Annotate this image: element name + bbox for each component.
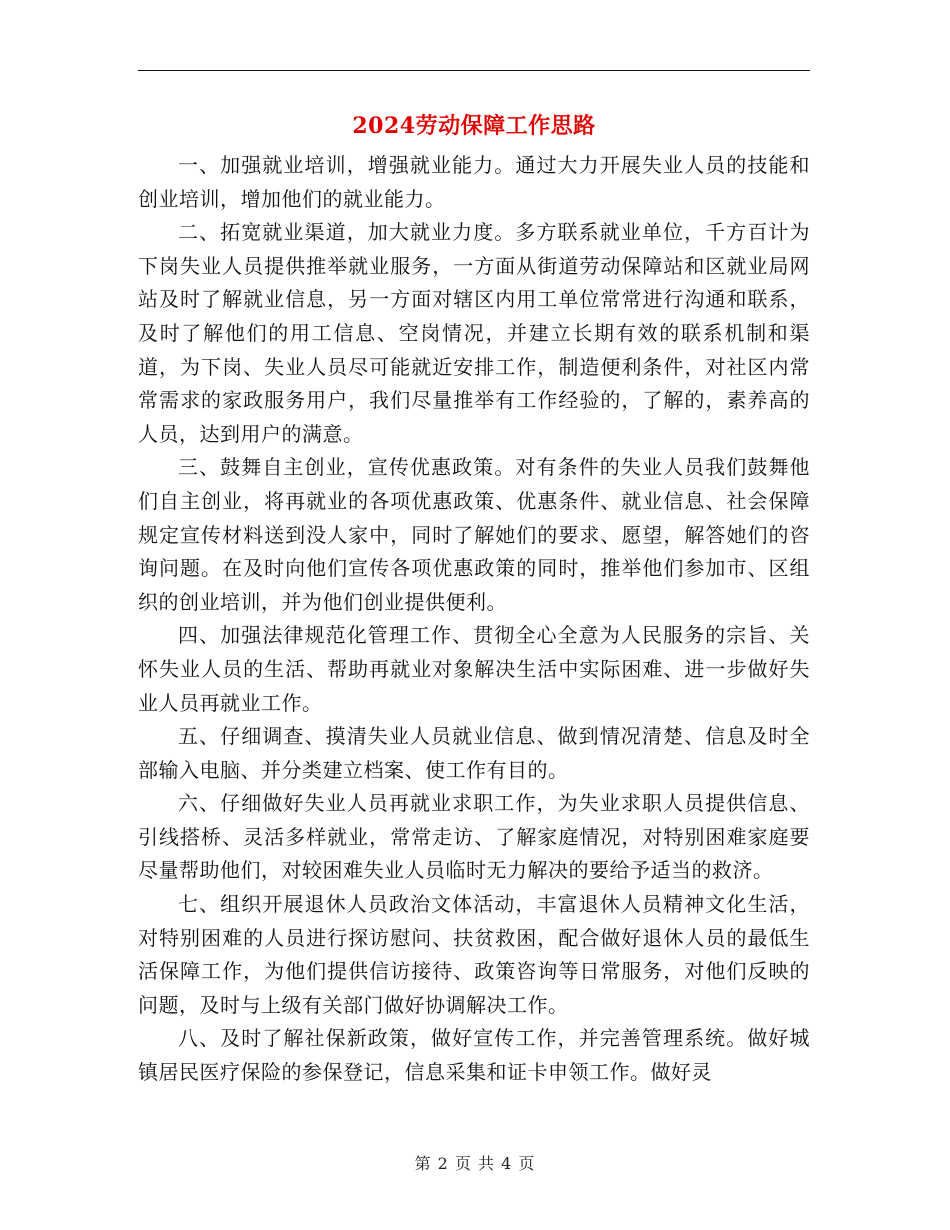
paragraph-4: 四、加强法律规范化管理工作、贯彻全心全意为人民服务的宗旨、关怀失业人员的生活、帮助再就业对象解决生活中实际困难、进一步做好失业人员再就业工作。 bbox=[138, 623, 810, 715]
paragraph-1: 一、加强就业培训，增强就业能力。通过大力开展失业人员的技能和创业培训，增加他们的就业能力。 bbox=[138, 153, 810, 211]
paragraph-8: 八、及时了解社保新政策，做好宣传工作，并完善管理系统。做好城镇居民医疗保险的参保登记，信息采集和证卡申领工作。做好灵 bbox=[138, 1026, 810, 1085]
paragraph-6: 六、仔细做好失业人员再就业求职工作，为失业求职人员提供信息、引线搭桥、灵活多样就业，常常走访、了解家庭情况，对特别困难家庭要尽量帮助他们，对较困难失业人员临时无力解决的要给予适当的救济。 bbox=[138, 791, 810, 883]
document-title: 2024劳动保障工作思路 bbox=[352, 113, 596, 139]
page-number-footer: 第 2 页 共 4 页 bbox=[414, 1154, 536, 1173]
document-body bbox=[138, 149, 810, 1090]
header-rule bbox=[138, 70, 810, 71]
paragraph-3: 三、鼓舞自主创业，宣传优惠政策。对有条件的失业人员我们鼓舞他们自主创业，将再就业的各项优惠政策、优惠条件、就业信息、社会保障规定宣传材料送到没人家中，同时了解她们的要求、愿望，解答她们的咨询问题。在及时向他们宣传各项优惠政策的同时，推举他们参加市、区组织的创业培训，并为他们创业提供便利。 bbox=[138, 455, 810, 614]
paragraph-2: 二、拓宽就业渠道，加大就业力度。多方联系就业单位，千方百计为下岗失业人员提供推举就业服务，一方面从街道劳动保障站和区就业局网站及时了解就业信息，另一方面对辖区内用工单位常常进行沟通和联系，及时了解他们的用工信息、空岗情况，并建立长期有效的联系机制和渠道，为下岗、失业人员尽可能就近安排工作，制造便利条件，对社区内常常需求的家政服务用户，我们尽量推举有工作经验的，了解的，素养高的人员，达到用户的满意。 bbox=[138, 220, 810, 446]
paragraph-7: 七、组织开展退休人员政治文体活动，丰富退休人员精神文化生活，对特别困难的人员进行探访慰问、扶贫救困，配合做好退休人员的最低生活保障工作，为他们提供信访接待、政策咨询等日常服务，对他们反映的问题，及时与上级有关部门做好协调解决工作。 bbox=[138, 892, 810, 1017]
paragraph-5: 五、仔细调查、摸清失业人员就业信息、做到情况清楚、信息及时全部输入电脑、并分类建立档案、使工作有目的。 bbox=[138, 724, 810, 782]
